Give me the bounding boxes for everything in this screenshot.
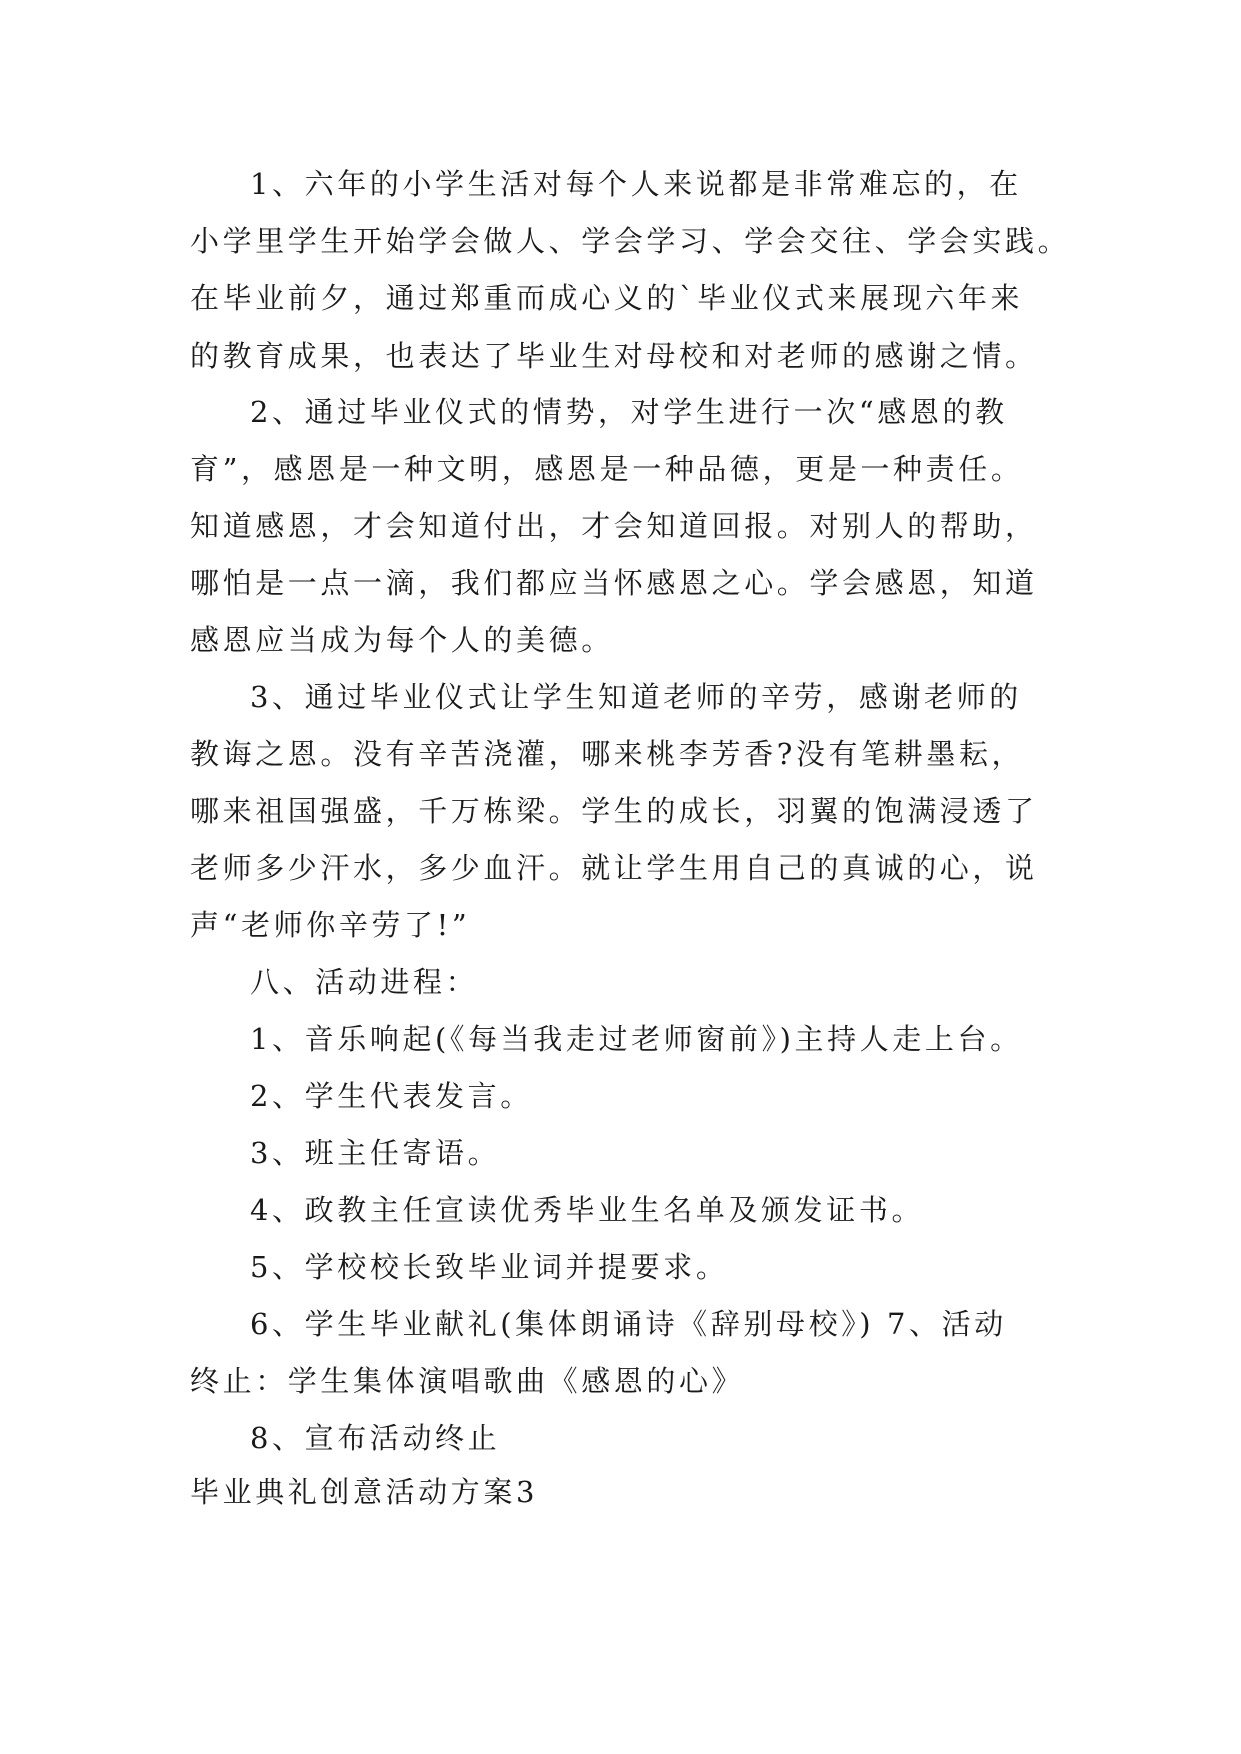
paragraph-2-line-3: 知道感恩，才会知道付出，才会知道回报。对别人的帮助， bbox=[190, 509, 1038, 543]
paragraph-2-line-4: 哪怕是一点一滴，我们都应当怀感恩之心。学会感恩，知道 bbox=[190, 566, 1038, 600]
step-6-line-1: 6、学生毕业献礼(集体朗诵诗《辞别母校》) 7、活动 bbox=[250, 1307, 1007, 1341]
paragraph-3-line-3: 哪来祖国强盛，千万栋梁。学生的成长，羽翼的饱满浸透了 bbox=[190, 794, 1038, 828]
paragraph-2-line-1: 2、通过毕业仪式的情势，对学生进行一次“感恩的教 bbox=[250, 395, 1008, 429]
paragraph-1-line-1: 1、六年的小学生活对每个人来说都是非常难忘的，在 bbox=[250, 167, 1022, 201]
paragraph-3-line-5: 声“老师你辛劳了!” bbox=[190, 908, 471, 942]
paragraph-2-line-2: 育”，感恩是一种文明，感恩是一种品德，更是一种责任。 bbox=[190, 452, 1024, 486]
section-heading-activity-process: 八、活动进程： bbox=[250, 965, 479, 999]
paragraph-2-line-5: 感恩应当成为每个人的美德。 bbox=[190, 623, 614, 657]
step-6-line-2: 终止：学生集体演唱歌曲《感恩的心》 bbox=[190, 1364, 745, 1398]
step-4: 4、政教主任宣读优秀毕业生名单及颁发证书。 bbox=[250, 1193, 925, 1227]
step-8: 8、宣布活动终止 bbox=[250, 1421, 501, 1455]
step-2: 2、学生代表发言。 bbox=[250, 1079, 533, 1113]
next-section-title: 毕业典礼创意活动方案3 bbox=[190, 1475, 539, 1509]
step-1: 1、音乐响起(《每当我走过老师窗前》)主持人走上台。 bbox=[250, 1022, 1023, 1056]
paragraph-3-line-4: 老师多少汗水，多少血汗。就让学生用自己的真诚的心，说 bbox=[190, 851, 1038, 885]
step-3: 3、班主任寄语。 bbox=[250, 1136, 501, 1170]
paragraph-1-line-3: 在毕业前夕，通过郑重而成心义的`毕业仪式来展现六年来 bbox=[190, 281, 1024, 315]
paragraph-3-line-2: 教诲之恩。没有辛苦浇灌，哪来桃李芳香?没有笔耕墨耘， bbox=[190, 737, 1025, 771]
paragraph-1-line-4: 的教育成果，也表达了毕业生对母校和对老师的感谢之情。 bbox=[190, 339, 1038, 373]
step-5: 5、学校校长致毕业词并提要求。 bbox=[250, 1250, 729, 1284]
paragraph-1-line-2: 小学里学生开始学会做人、学会学习、学会交往、学会实践。 bbox=[190, 224, 1071, 258]
paragraph-3-line-1: 3、通过毕业仪式让学生知道老师的辛劳，感谢老师的 bbox=[250, 680, 1022, 714]
